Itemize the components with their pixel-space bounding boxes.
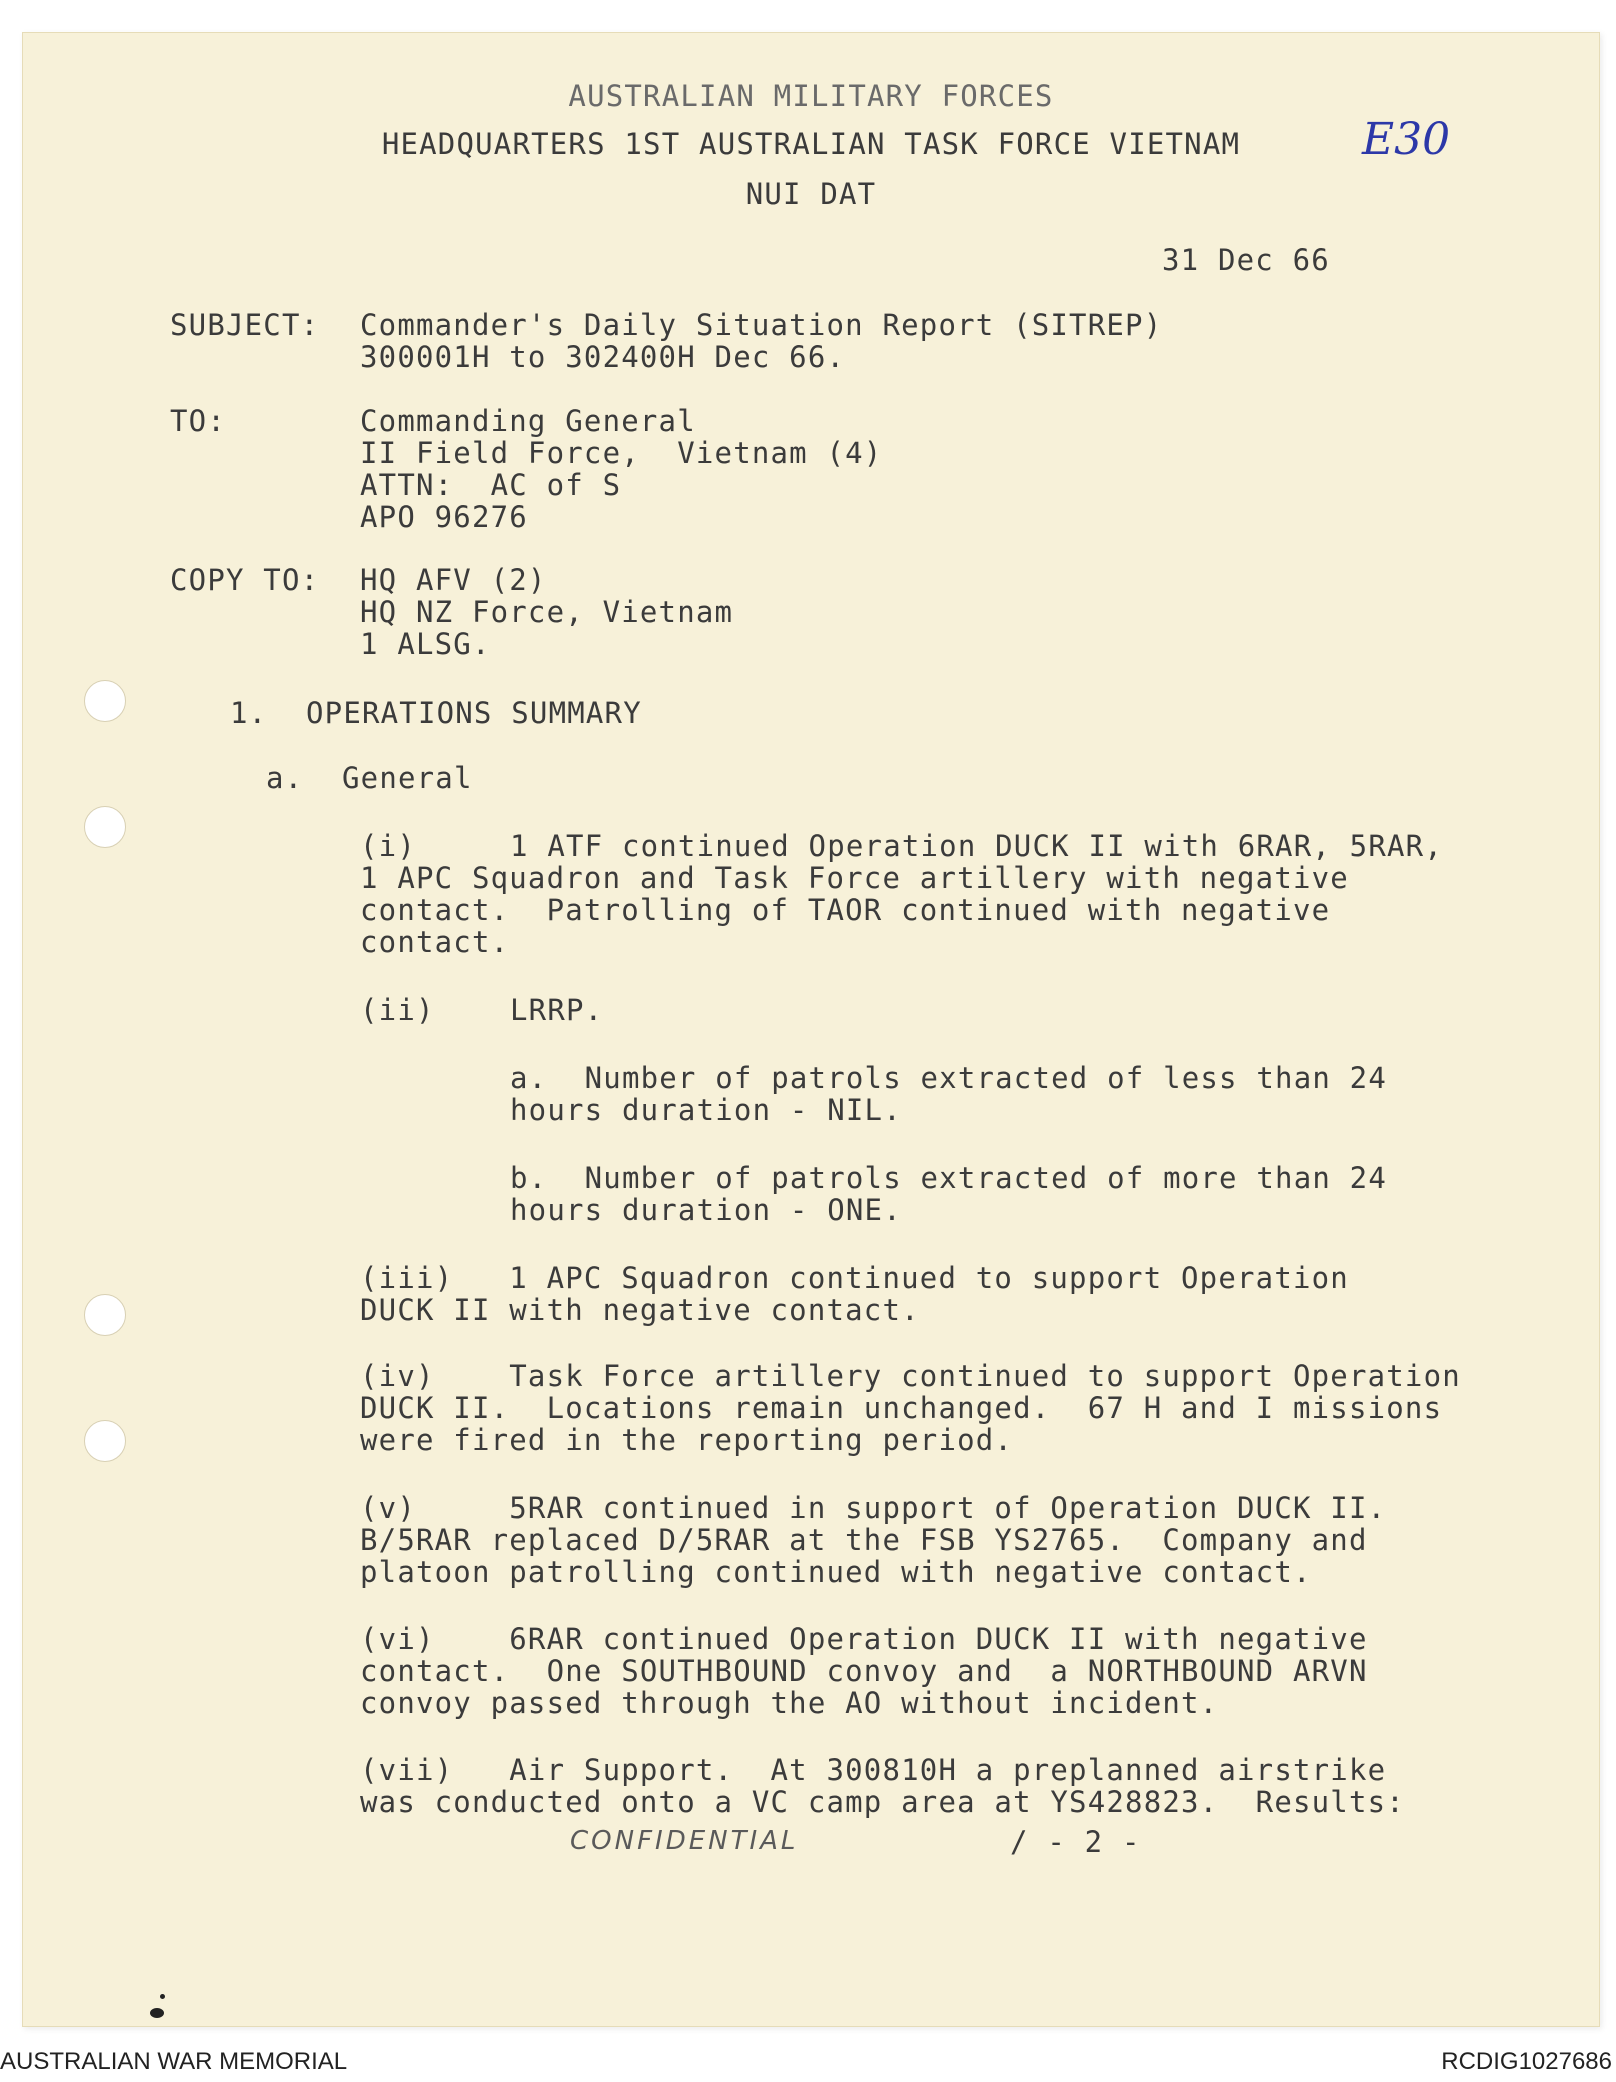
copy-to-line: HQ AFV (2) <box>360 563 547 597</box>
subject-label: SUBJECT: <box>170 308 320 342</box>
org-heading: AUSTRALIAN MILITARY FORCES <box>568 79 1054 113</box>
punch-hole <box>84 1294 126 1336</box>
subsection-title: General <box>342 761 473 795</box>
para-line: DUCK II. Locations remain unchanged. 67 H and I missions <box>360 1391 1443 1425</box>
para-line: (v) 5RAR continued in support of Operation DUCK II. <box>360 1491 1387 1525</box>
subject-line: 300001H to 302400H Dec 66. <box>360 340 846 374</box>
para-line: (vii) Air Support. At 300810H a preplanned airstrike <box>360 1753 1387 1787</box>
classification-mark: CONFIDENTIAL <box>570 1826 799 1856</box>
to-line: Commanding General <box>360 404 696 438</box>
para-line: 1 ATF continued Operation DUCK II with 6RAR, 5RAR, <box>510 829 1443 863</box>
subject-line: Commander's Daily Situation Report (SITREP) <box>360 308 1163 342</box>
copy-to-line: HQ NZ Force, Vietnam <box>360 595 734 629</box>
para-line: contact. Patrolling of TAOR continued with negative <box>360 893 1331 927</box>
para-number: (ii) <box>360 993 435 1027</box>
to-line: II Field Force, Vietnam (4) <box>360 436 883 470</box>
para-line: B/5RAR replaced D/5RAR at the FSB YS2765. Company and <box>360 1523 1368 1557</box>
para-line: DUCK II with negative contact. <box>360 1293 920 1327</box>
para-title: LRRP. <box>510 993 604 1027</box>
punch-hole <box>84 806 126 848</box>
para-line: convoy passed through the AO without incident. <box>360 1686 1219 1720</box>
to-label: TO: <box>170 404 226 438</box>
para-number: (i) <box>360 829 416 863</box>
para-line: (iv) Task Force artillery continued to support Operation <box>360 1359 1461 1393</box>
para-line: hours duration - NIL. <box>510 1093 902 1127</box>
section-number: 1. <box>230 696 268 730</box>
para-line: was conducted onto a VC camp area at YS428823. Results: <box>360 1785 1405 1819</box>
ink-speck <box>150 2008 164 2018</box>
to-line: ATTN: AC of S <box>360 468 622 502</box>
para-line: contact. One SOUTHBOUND convoy and a NORTHBOUND ARVN <box>360 1654 1368 1688</box>
para-line: platoon patrolling continued with negative contact. <box>360 1555 1312 1589</box>
para-line: were fired in the reporting period. <box>360 1423 1014 1457</box>
ink-speck <box>160 1994 165 1999</box>
para-line: b. Number of patrols extracted of more than 24 <box>510 1161 1387 1195</box>
document-date: 31 Dec 66 <box>1162 243 1330 277</box>
folio-number: E30 <box>1362 114 1451 165</box>
para-line: a. Number of patrols extracted of less than 24 <box>510 1061 1387 1095</box>
copy-to-label: COPY TO: <box>170 563 320 597</box>
para-line: (iii) 1 APC Squadron continued to support Operation <box>360 1261 1349 1295</box>
punch-hole <box>84 1420 126 1462</box>
location-heading: NUI DAT <box>745 177 877 211</box>
para-line: (vi) 6RAR continued Operation DUCK II with negative <box>360 1622 1368 1656</box>
section-title: OPERATIONS SUMMARY <box>306 696 642 730</box>
archive-credit: AUSTRALIAN WAR MEMORIAL <box>0 2048 348 2075</box>
continuation-mark: / - 2 - <box>1010 1825 1141 1859</box>
para-line: 1 APC Squadron and Task Force artillery with negative <box>360 861 1349 895</box>
archive-id: RCDIG1027686 <box>1441 2048 1612 2075</box>
copy-to-line: 1 ALSG. <box>360 627 491 661</box>
to-line: APO 96276 <box>360 500 528 534</box>
subsection-number: a. <box>266 761 304 795</box>
para-line: contact. <box>360 925 510 959</box>
document-page <box>22 32 1600 2027</box>
hq-heading: HEADQUARTERS 1ST AUSTRALIAN TASK FORCE VIETNAM <box>381 127 1241 161</box>
punch-hole <box>84 680 126 722</box>
para-line: hours duration - ONE. <box>510 1193 902 1227</box>
